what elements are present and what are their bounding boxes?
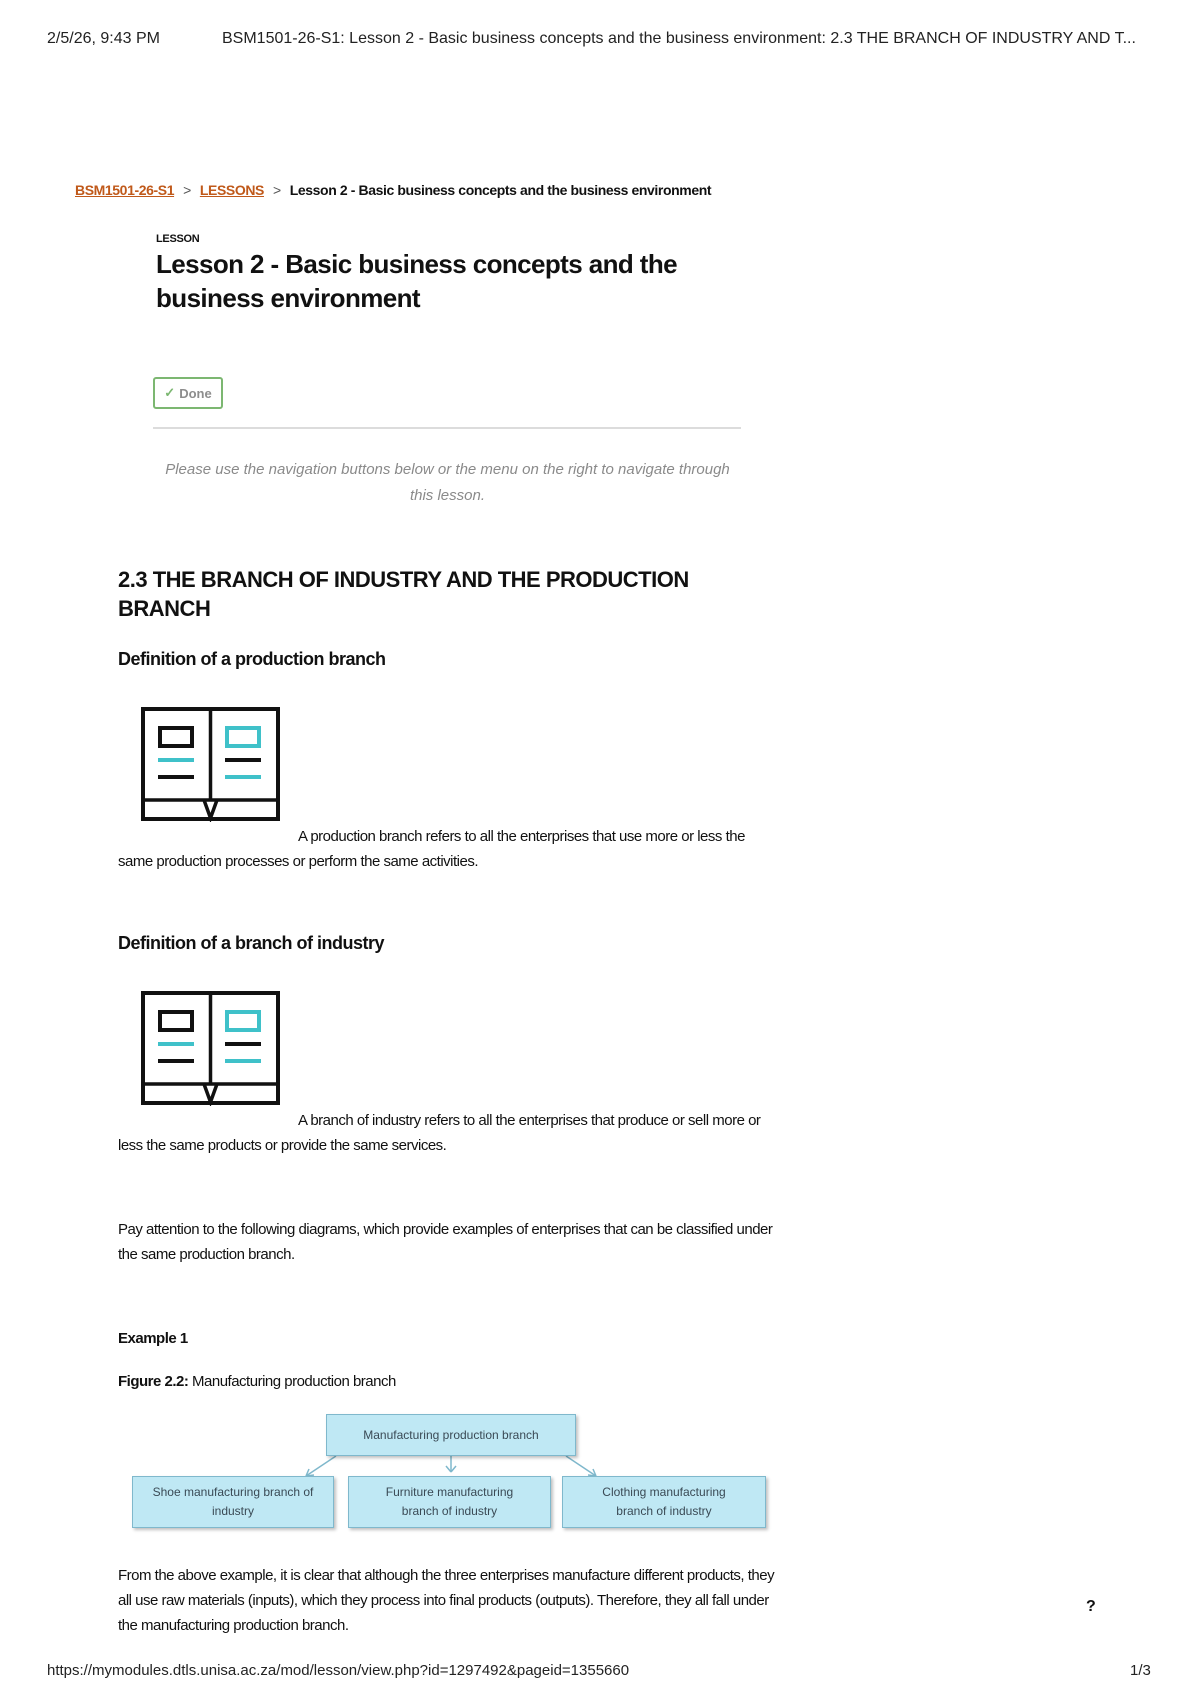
open-book-icon bbox=[140, 706, 281, 822]
print-page-title: BSM1501-26-S1: Lesson 2 - Basic business concepts and the business environment: 2.3 THE BRANCH OF INDUSTRY AND T... bbox=[222, 30, 1136, 47]
diagram-node-shoe: Shoe manufacturing branch of industry bbox=[132, 1476, 334, 1528]
help-button[interactable]: ? bbox=[1086, 1598, 1096, 1615]
done-label: Done bbox=[179, 385, 212, 401]
divider bbox=[153, 427, 741, 429]
branch-of-industry-definition bbox=[118, 1108, 778, 1158]
production-branch-definition bbox=[118, 824, 778, 874]
breadcrumb-current: Lesson 2 - Basic business concepts and the business environment bbox=[289, 182, 712, 198]
figure-caption-text: Manufacturing production branch bbox=[188, 1373, 396, 1390]
print-page-number: 1/3 bbox=[1130, 1662, 1151, 1679]
figure-label: Figure 2.2: bbox=[118, 1373, 189, 1390]
check-icon: ✓ bbox=[164, 385, 176, 400]
example-label: Example 1 bbox=[118, 1330, 188, 1347]
breadcrumb-link-lessons[interactable]: LESSONS bbox=[199, 182, 264, 198]
page-title: Lesson 2 - Basic business concepts and the business environment bbox=[156, 249, 677, 313]
print-datetime: 2/5/26, 9:43 PM bbox=[47, 30, 160, 47]
branch-of-industry-definition-text: A branch of industry refers to all the enterprises that produce or sell more or less the same products or provide the same services. bbox=[118, 1112, 761, 1154]
print-url: https://mymodules.dtls.unisa.ac.za/mod/lesson/view.php?id=1297492&pageid=1355660 bbox=[47, 1662, 630, 1679]
breadcrumb bbox=[75, 182, 711, 198]
open-book-icon bbox=[140, 990, 281, 1106]
breadcrumb-separator: > bbox=[183, 182, 191, 198]
diagram-node-clothing: Clothing manufacturing branch of industry bbox=[562, 1476, 766, 1528]
section-title: 2.3 THE BRANCH OF INDUSTRY AND THE PRODUCTION BRANCH bbox=[118, 567, 689, 621]
navigation-note: Please use the navigation buttons below or the menu on the right to navigate through this lesson. bbox=[165, 461, 730, 504]
production-branch-heading: Definition of a production branch bbox=[118, 649, 386, 669]
diagram-root-node: Manufacturing production branch bbox=[326, 1414, 576, 1456]
lesson-kicker: LESSON bbox=[156, 233, 200, 245]
branch-of-industry-heading: Definition of a branch of industry bbox=[118, 933, 384, 953]
figure-diagram bbox=[118, 1414, 768, 1538]
diagram-node-furniture: Furniture manufacturing branch of industry bbox=[348, 1476, 551, 1528]
breadcrumb-link-course[interactable]: BSM1501-26-S1 bbox=[75, 182, 175, 198]
production-branch-definition-text: A production branch refers to all the enterprises that use more or less the same production processes or perform the same activities. bbox=[118, 828, 745, 870]
intro-paragraph: Pay attention to the following diagrams, which provide examples of enterprises that can be classified under the same production branch. bbox=[118, 1221, 773, 1263]
breadcrumb-separator: > bbox=[272, 182, 281, 198]
conclusion-paragraph: From the above example, it is clear that although the three enterprises manufacture different products, they all use raw materials (inputs), which they process into final products (outputs). Therefore, they all fall under the manufacturing production branch. bbox=[118, 1567, 775, 1634]
done-button[interactable] bbox=[153, 377, 223, 409]
figure-caption bbox=[118, 1373, 396, 1390]
